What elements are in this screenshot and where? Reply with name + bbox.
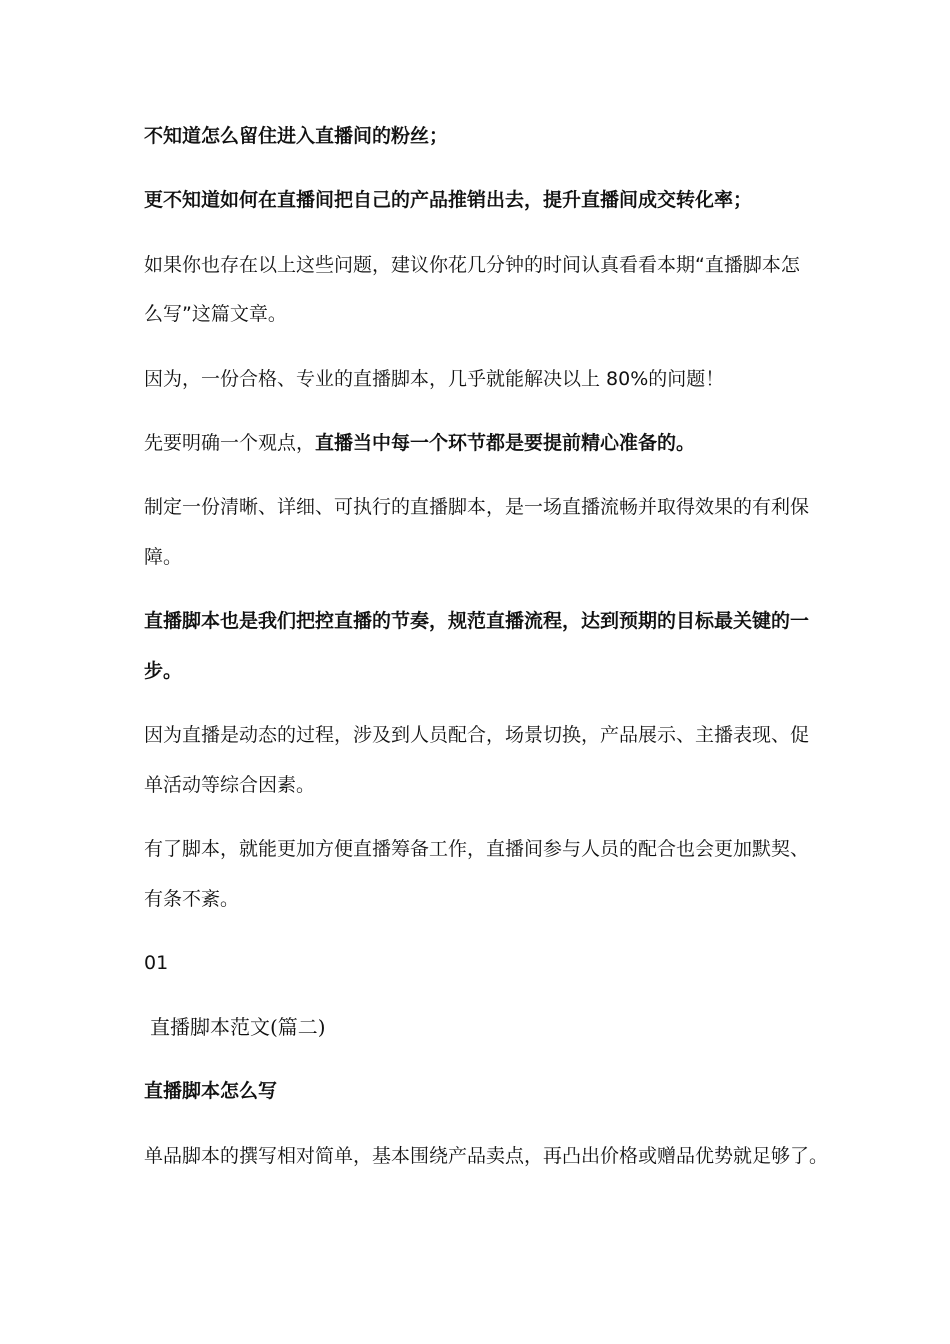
paragraph-if-problems-line1: 如果你也存在以上这些问题，建议你花几分钟的时间认真看看本期“直播脚本怎	[144, 254, 800, 276]
paragraph-with-script-line2: 有条不紊。	[144, 888, 240, 910]
section-title: 直播脚本范文(篇二)	[150, 1015, 326, 1039]
paragraph-sell-products: 更不知道如何在直播间把自己的产品推销出去，提升直播间成交转化率；	[144, 189, 753, 211]
paragraph-with-script-line1: 有了脚本，就能更加方便直播筹备工作，直播间参与人员的配合也会更加默契、	[144, 838, 810, 860]
paragraph-80-percent: 因为，一份合格、专业的直播脚本，几乎就能解决以上 80%的问题！	[144, 368, 725, 390]
paragraph-retain-fans: 不知道怎么留住进入直播间的粉丝；	[144, 125, 449, 147]
heading-how-to-write: 直播脚本怎么写	[144, 1080, 278, 1102]
paragraph-viewpoint	[144, 431, 824, 455]
paragraph-dynamic-process-line2: 单活动等综合因素。	[144, 774, 316, 796]
viewpoint-bold-text: 直播当中每一个环节都是要提前精心准备的。	[315, 432, 696, 454]
paragraph-single-product-script: 单品脚本的撰写相对简单，基本围绕产品卖点，再凸出价格或赠品优势就足够了。	[144, 1145, 829, 1167]
paragraph-dynamic-process-line1: 因为直播是动态的过程，涉及到人员配合，场景切换，产品展示、主播表现、促	[144, 724, 810, 746]
paragraph-script-guarantee-line1: 制定一份清晰、详细、可执行的直播脚本，是一场直播流畅并取得效果的有利保	[144, 496, 810, 518]
paragraph-key-step-line1: 直播脚本也是我们把控直播的节奏，规范直播流程，达到预期的目标最关键的一	[144, 610, 810, 632]
paragraph-if-problems-line2: 么写”这篇文章。	[144, 303, 287, 325]
paragraph-key-step-line2: 步。	[144, 660, 183, 682]
paragraph-script-guarantee-line2: 障。	[144, 546, 183, 568]
section-number: 01	[144, 952, 169, 974]
viewpoint-normal-text: 先要明确一个观点，	[144, 432, 316, 454]
